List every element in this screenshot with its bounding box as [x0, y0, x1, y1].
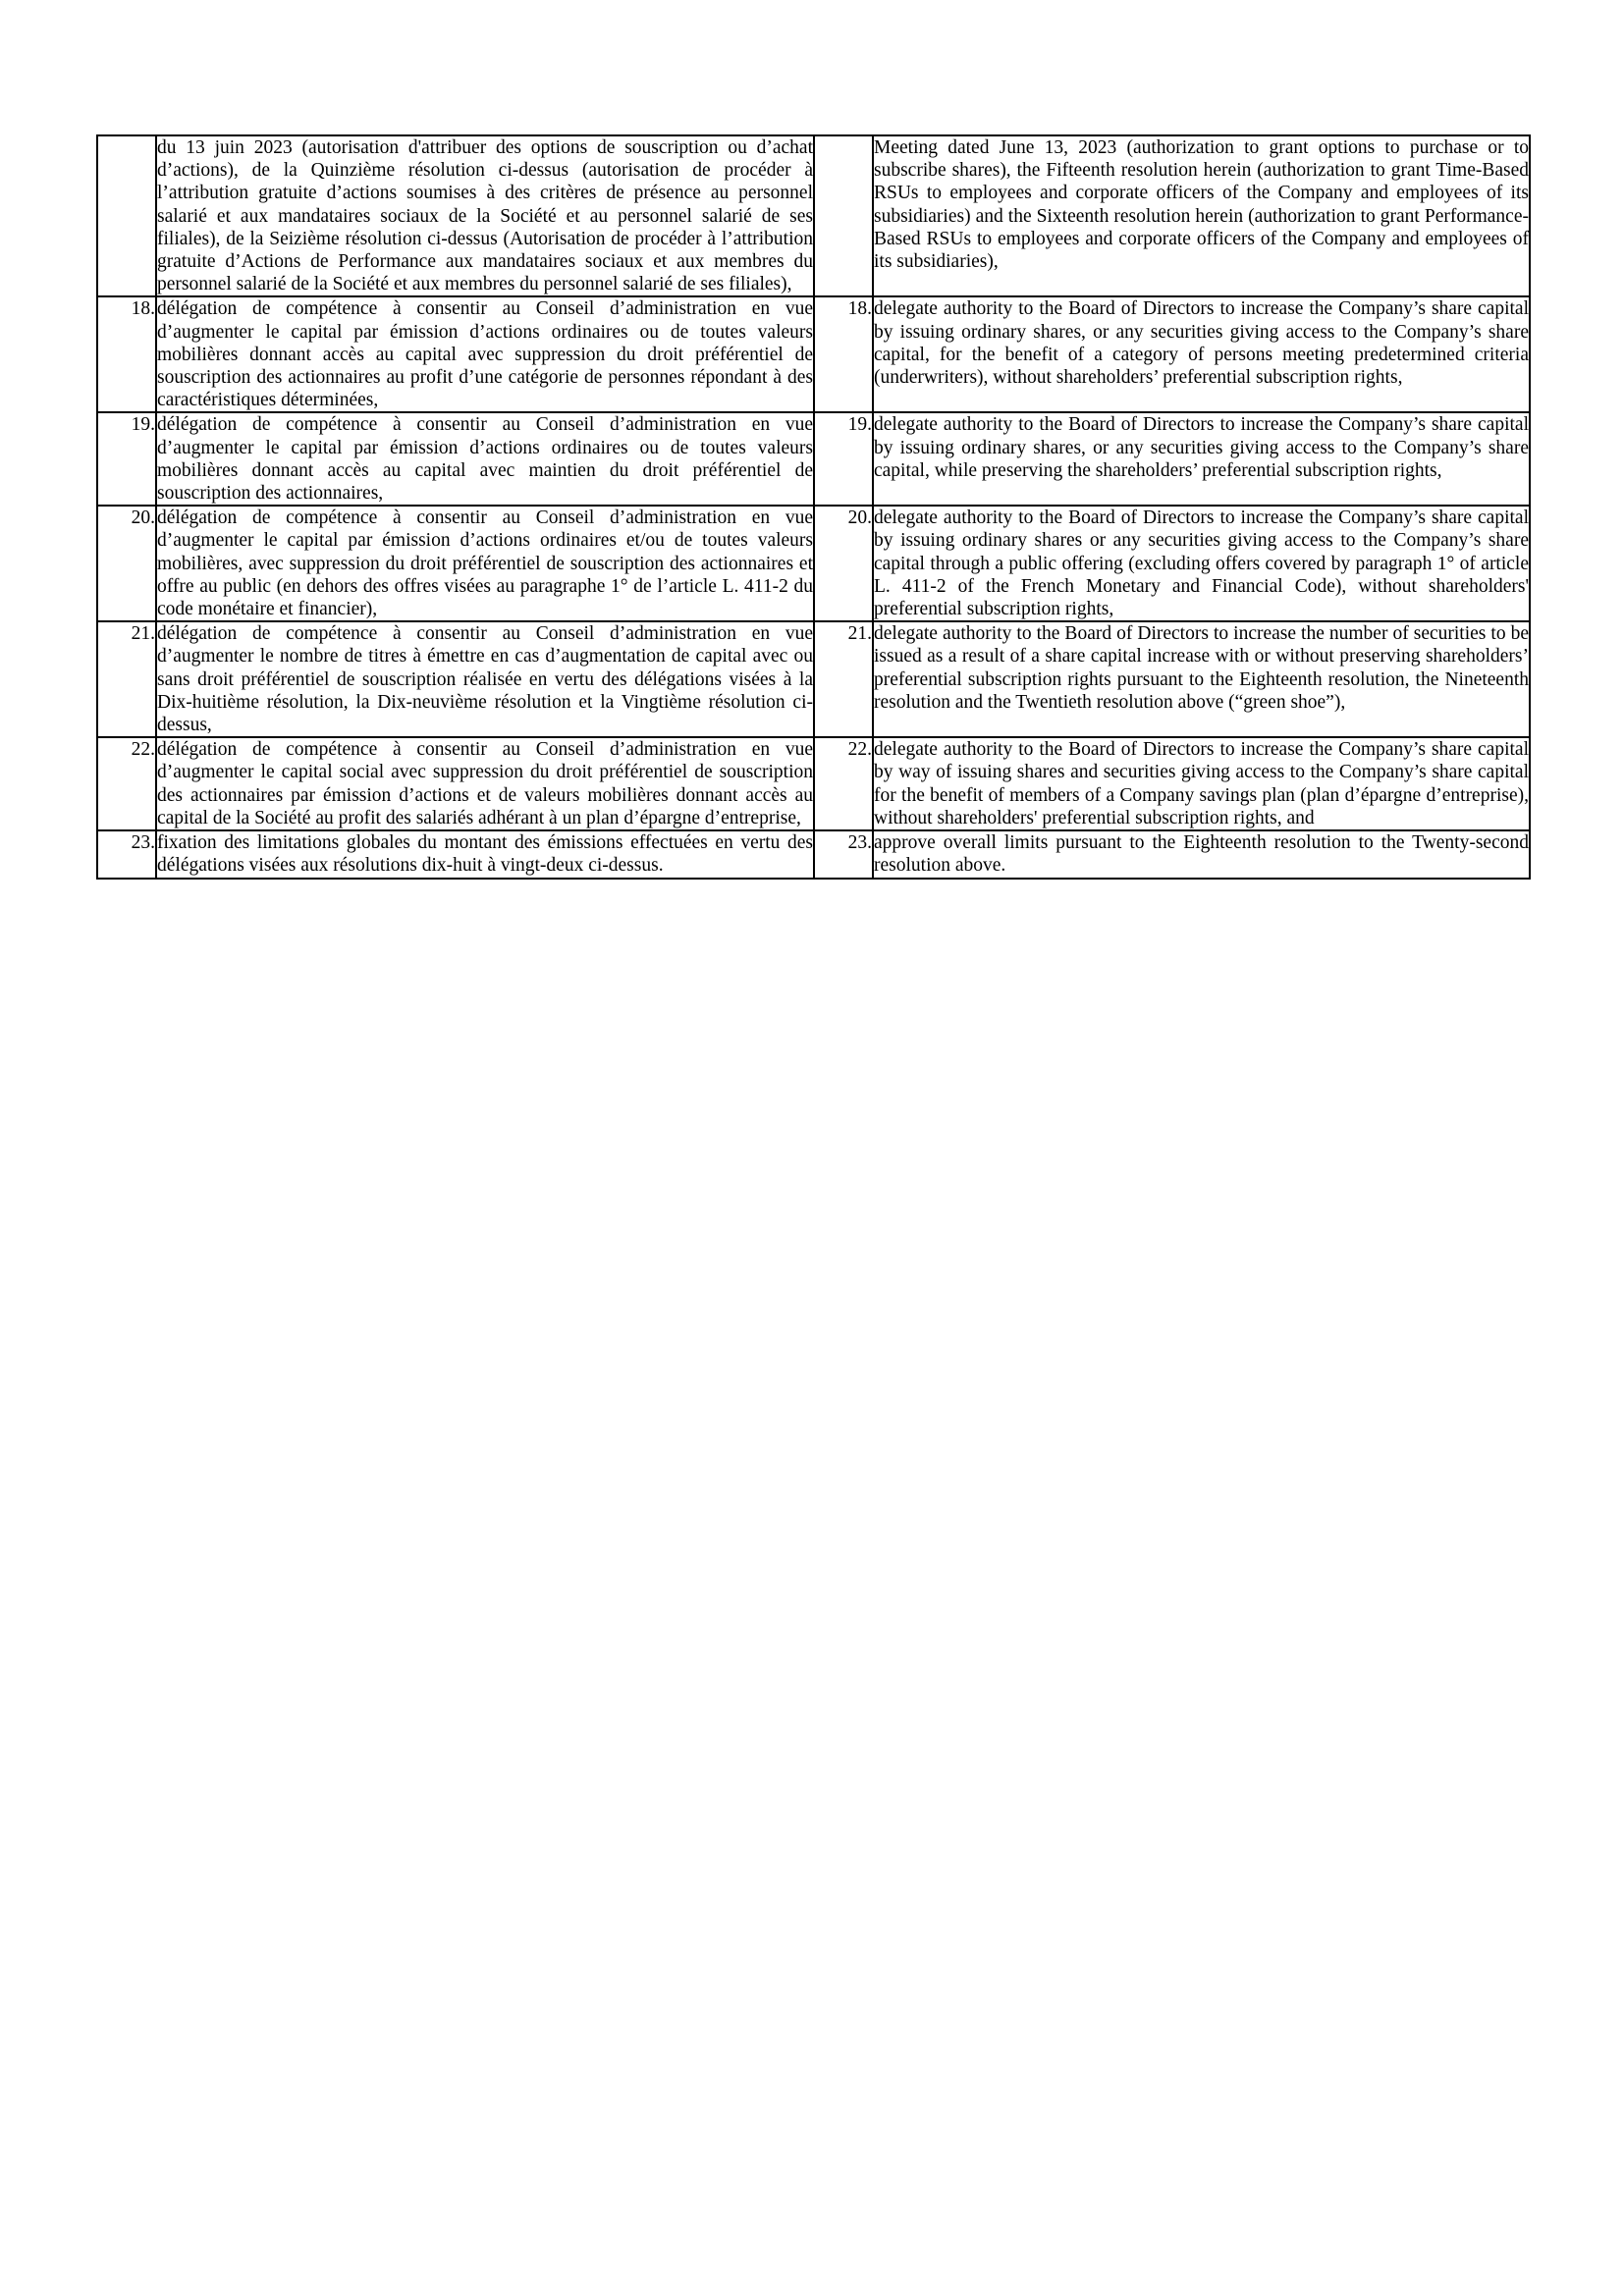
row-text-fr: délégation de compétence à consentir au Conseil d’administration en vue d’augmenter le capital par émission d’actions ordinaires ou de toutes valeurs mobilières donnant accès au capital avec maintien du droit préférentiel de souscription des actionnaires,	[156, 412, 814, 506]
table-row	[97, 737, 1530, 830]
row-text-en: delegate authority to the Board of Directors to increase the Company’s share capital by issuing ordinary shares, or any securities giving access to the Company’s share capital, while preserving the shareholders’ preferential subscription rights,	[873, 412, 1530, 506]
table-row	[97, 412, 1530, 506]
row-text-fr: fixation des limitations globales du montant des émissions effectuées en vertu des délégations visées aux résolutions dix-huit à vingt-deux ci-dessus.	[156, 830, 814, 878]
row-text-en: Meeting dated June 13, 2023 (authorization to grant options to purchase or to subscribe shares), the Fifteenth resolution herein (authorization to grant Time-Based RSUs to employees and corporate officers of the Company and employees of its subsidiaries) and the Sixteenth resolution herein (authorization to grant Performance-Based RSUs to employees and corporate officers of the Company and employees of its subsidiaries),	[873, 135, 1530, 296]
row-text-en: delegate authority to the Board of Directors to increase the number of securities to be issued as a result of a share capital increase with or without preserving shareholders’ preferential subscription rights pursuant to the Eighteenth resolution, the Nineteenth resolution and the Twentieth resolution above (“green shoe”),	[873, 621, 1530, 737]
row-text-fr: délégation de compétence à consentir au Conseil d’administration en vue d’augmenter le capital par émission d’actions ordinaires et/ou de toutes valeurs mobilières, avec suppression du droit préférentiel de souscription des actionnaires et offre au public (en dehors des offres visées au paragraphe 1° de l’article L. 411-2 du code monétaire et financier),	[156, 506, 814, 621]
row-number-fr: 23.	[97, 830, 156, 878]
row-text-en: approve overall limits pursuant to the Eighteenth resolution to the Twenty-second resolution above.	[873, 830, 1530, 878]
row-text-fr: du 13 juin 2023 (autorisation d'attribuer des options de souscription ou d’achat d’actions), de la Quinzième résolution ci-dessus (autorisation de procéder à l’attribution gratuite d’actions soumises à des critères de présence au personnel salarié et aux mandataires sociaux de la Société et au personnel salarié de ses filiales), de la Seizième résolution ci-dessus (Autorisation de procéder à l’attribution gratuite d’Actions de Performance aux mandataires sociaux et aux membres du personnel salarié de la Société et aux membres du personnel salarié de ses filiales),	[156, 135, 814, 296]
row-number-en: 19.	[814, 412, 873, 506]
table-row	[97, 830, 1530, 878]
row-text-fr: délégation de compétence à consentir au Conseil d’administration en vue d’augmenter le capital social avec suppression du droit préférentiel de souscription des actionnaires par émission d’actions et de valeurs mobilières donnant accès au capital de la Société au profit des salariés adhérant à un plan d’épargne d’entreprise,	[156, 737, 814, 830]
row-number-fr: 19.	[97, 412, 156, 506]
row-number-en: 22.	[814, 737, 873, 830]
row-number-en: 18.	[814, 296, 873, 412]
row-text-en: delegate authority to the Board of Directors to increase the Company’s share capital by issuing ordinary shares or any securities giving access to the Company’s share capital through a public offering (excluding offers covered by paragraph 1° of article L. 411-2 of the French Monetary and Financial Code), without shareholders' preferential subscription rights,	[873, 506, 1530, 621]
row-number-fr	[97, 135, 156, 296]
row-text-en: delegate authority to the Board of Directors to increase the Company’s share capital by issuing ordinary shares, or any securities giving access to the Company’s share capital, for the benefit of a category of persons meeting predetermined criteria (underwriters), without shareholders’ preferential subscription rights,	[873, 296, 1530, 412]
row-text-en: delegate authority to the Board of Directors to increase the Company’s share capital by way of issuing shares and securities giving access to the Company’s share capital for the benefit of members of a Company savings plan (plan d’épargne d’entreprise), without shareholders' preferential subscription rights, and	[873, 737, 1530, 830]
row-text-fr: délégation de compétence à consentir au Conseil d’administration en vue d’augmenter le capital par émission d’actions ordinaires ou de toutes valeurs mobilières donnant accès au capital avec suppression du droit préférentiel de souscription des actionnaires au profit d’une catégorie de personnes répondant à des caractéristiques déterminées,	[156, 296, 814, 412]
row-number-fr: 18.	[97, 296, 156, 412]
resolutions-table	[96, 134, 1531, 880]
row-number-en: 21.	[814, 621, 873, 737]
row-number-fr: 22.	[97, 737, 156, 830]
resolutions-table-body	[97, 135, 1530, 879]
row-number-en: 20.	[814, 506, 873, 621]
table-row	[97, 506, 1530, 621]
row-number-fr: 21.	[97, 621, 156, 737]
table-row	[97, 621, 1530, 737]
row-number-en	[814, 135, 873, 296]
row-text-fr: délégation de compétence à consentir au Conseil d’administration en vue d’augmenter le nombre de titres à émettre en cas d’augmentation de capital avec ou sans droit préférentiel de souscription réalisée en vertu des délégations visées à la Dix-huitième résolution, la Dix-neuvième résolution et la Vingtième résolution ci-dessus,	[156, 621, 814, 737]
row-number-fr: 20.	[97, 506, 156, 621]
table-row	[97, 135, 1530, 296]
row-number-en: 23.	[814, 830, 873, 878]
table-row	[97, 296, 1530, 412]
